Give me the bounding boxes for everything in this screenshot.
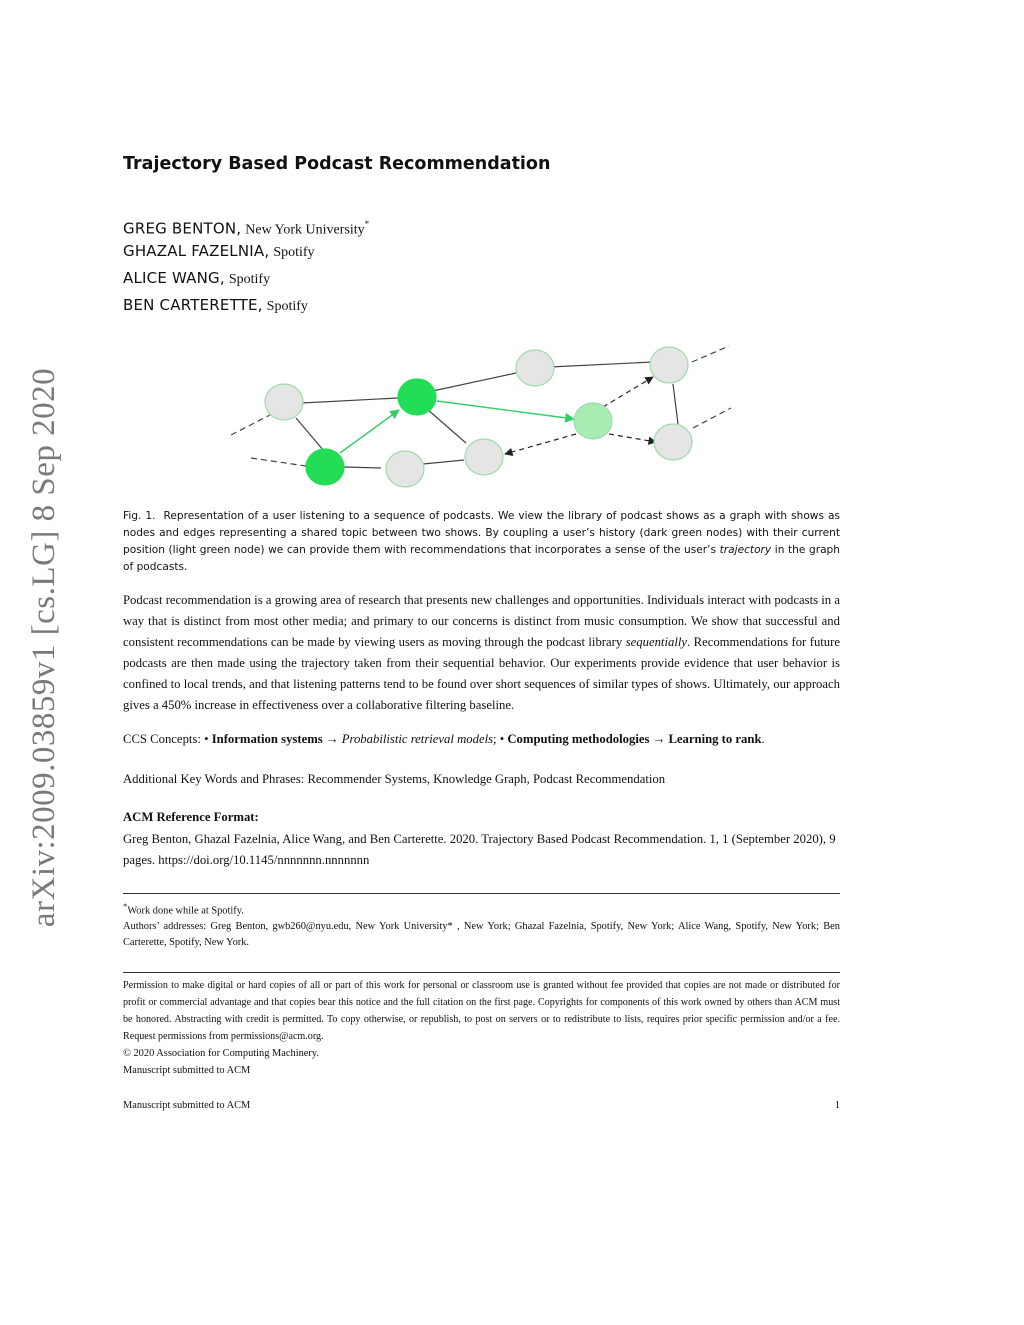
page-number: 1 <box>834 1100 840 1111</box>
author-affiliation: Spotify <box>228 272 271 287</box>
graph-edge <box>673 384 678 424</box>
author-name: ALICE WANG, <box>123 269 225 287</box>
paper-title: Trajectory Based Podcast Recommendation <box>123 154 551 174</box>
ccs-concepts <box>123 732 765 747</box>
footnotes <box>123 898 840 951</box>
graph-edge <box>550 362 653 367</box>
footnote-work-text: Work done while at Spotify. <box>127 905 244 917</box>
history-node <box>306 449 344 485</box>
author-affiliation: New York University <box>245 222 365 238</box>
author-affiliation: Spotify <box>273 245 315 260</box>
graph-edge <box>302 398 398 403</box>
permission-notice: Permission to make digital or hard copies of all or part of this work for personal or classroom use is granted without fee provided that copies are not made or distributed for profit or commercial advantage and that copies bear this notice and the full citation on the first page. Copyrights for components of this work owned by others than ACM must be honored. Abstracting with credit is permitted. To copy otherwise, or republish, to post on servers or to redistribute to lists, requires prior specific permission and/or a fee. Request permissions from permissions@acm.org. <box>123 980 840 1042</box>
acm-reference-heading: ACM Reference Format: <box>123 810 259 824</box>
ccs-subterm: Learning to rank <box>668 732 762 746</box>
author-entry <box>123 238 369 265</box>
caption-text-end: in the graph of podcasts. <box>123 544 841 573</box>
footnote-rule <box>123 893 840 894</box>
ccs-arrow: → <box>652 732 666 746</box>
footnote-addresses: Authors’ addresses: Greg Benton, gwb260@nyu.edu, New York University* , New York; Ghazal Fazelnia, Spotify, New York; Alice Wang, Spotify, New York; Ben Carterette, Spotify, New York. <box>123 921 840 949</box>
acm-reference-text: Greg Benton, Ghazal Fazelnia, Alice Wang, and Ben Carterette. 2020. Trajectory Based Podcast Recommendation. 1, 1 (September 2020), 9 pages. https://doi.org/10.1145/nnnnnnn.nnnnnnn <box>123 832 836 867</box>
footnote-work <box>123 898 840 919</box>
footnote-mark: * <box>123 901 128 911</box>
copyright-line: © 2020 Association for Computing Machinery. <box>123 1048 319 1059</box>
author-entry <box>123 265 369 292</box>
author-entry <box>123 211 369 238</box>
abstract-emphasis: sequentially <box>625 635 687 649</box>
author-list <box>123 211 369 319</box>
arxiv-stamp <box>22 365 68 930</box>
graph-edge-dangling <box>231 415 270 435</box>
ccs-subterm: Probabilistic retrieval models <box>341 732 494 746</box>
caption-label: Fig. 1. <box>123 510 156 522</box>
author-name: GHAZAL FAZELNIA, <box>123 242 270 260</box>
author-footnote-mark: * <box>364 219 370 229</box>
keywords: Additional Key Words and Phrases: Recommender Systems, Knowledge Graph, Podcast Recommendation <box>123 772 666 786</box>
caption-text: Representation of a user listening to a sequence of podcasts. We view the library of podcast shows as a graph with shows as nodes and edges representing a shared topic between two shows. By coupling a user’s history (dark green nodes) with their current position (light green node) we can provide them with recommendations that incorporates a sense of the user’s <box>123 510 840 556</box>
manuscript-line: Manuscript submitted to ACM <box>123 1065 251 1076</box>
arxiv-stamp-text: arXiv:2009.03859v1 [cs.LG] 8 Sep 2020 <box>26 367 63 928</box>
abstract <box>123 590 840 716</box>
graph-edge <box>423 460 464 464</box>
recommendation-edge <box>505 434 576 454</box>
ccs-period: . <box>761 732 765 746</box>
author-entry <box>123 292 369 319</box>
graph-edge-dangling <box>251 458 306 466</box>
abstract-text: Podcast recommendation is a growing area of research that presents new challenges and opportunities. Individuals interact with podcasts in a way that is distinct from most other media; and primary to our concerns is distinct from music consumption. We show that successful and consistent recommendations can be made by viewing users as moving through the podcast library <box>123 593 840 649</box>
author-affiliation: Spotify <box>266 299 308 314</box>
current-node <box>574 403 612 439</box>
graph-node <box>516 350 554 386</box>
figure-caption <box>123 508 840 576</box>
permission-rule <box>123 972 840 973</box>
graph-edge <box>296 418 324 451</box>
history-node <box>398 379 436 415</box>
graph-edge-dangling <box>692 346 729 362</box>
graph-edge <box>344 467 381 468</box>
graph-node <box>465 439 503 475</box>
graph-edge <box>427 409 466 443</box>
ccs-label: CCS Concepts: <box>123 732 201 746</box>
ccs-bullet: • <box>499 732 505 746</box>
trajectory-edge <box>340 410 399 453</box>
recommendation-edge <box>609 434 656 442</box>
ccs-term: Computing methodologies <box>507 732 650 746</box>
ccs-term: Information systems <box>211 732 323 746</box>
page-footer <box>123 1100 840 1111</box>
graph-edge <box>428 373 516 392</box>
trajectory-edge <box>437 401 574 419</box>
footer-left: Manuscript submitted to ACM <box>123 1100 251 1111</box>
abstract-text-end: . Recommendations for future podcasts are then made using the trajectory taken from their sequential behavior. Our experiments provide evidence that user behavior is confined to local trends, and that listening patterns tend to be found over short sequences of similar types of shows. Ultimately, our approach gives a 450% increase in effectiveness over a collaborative filtering baseline. <box>123 635 841 712</box>
graph-node <box>654 424 692 460</box>
graph-node <box>650 347 688 383</box>
podcast-graph-figure <box>228 340 733 490</box>
graph-edge-dangling <box>693 408 731 428</box>
caption-emphasis: trajectory <box>719 544 772 556</box>
recommendation-edge <box>603 377 653 407</box>
ccs-bullet: • <box>204 732 209 746</box>
copyright-block <box>123 1045 319 1079</box>
graph-node <box>386 451 424 487</box>
author-name: BEN CARTERETTE, <box>123 296 263 314</box>
graph-node <box>265 384 303 420</box>
author-name: GREG BENTON, <box>123 219 242 238</box>
ccs-separator: ; <box>493 732 497 746</box>
ccs-arrow: → <box>325 732 339 746</box>
